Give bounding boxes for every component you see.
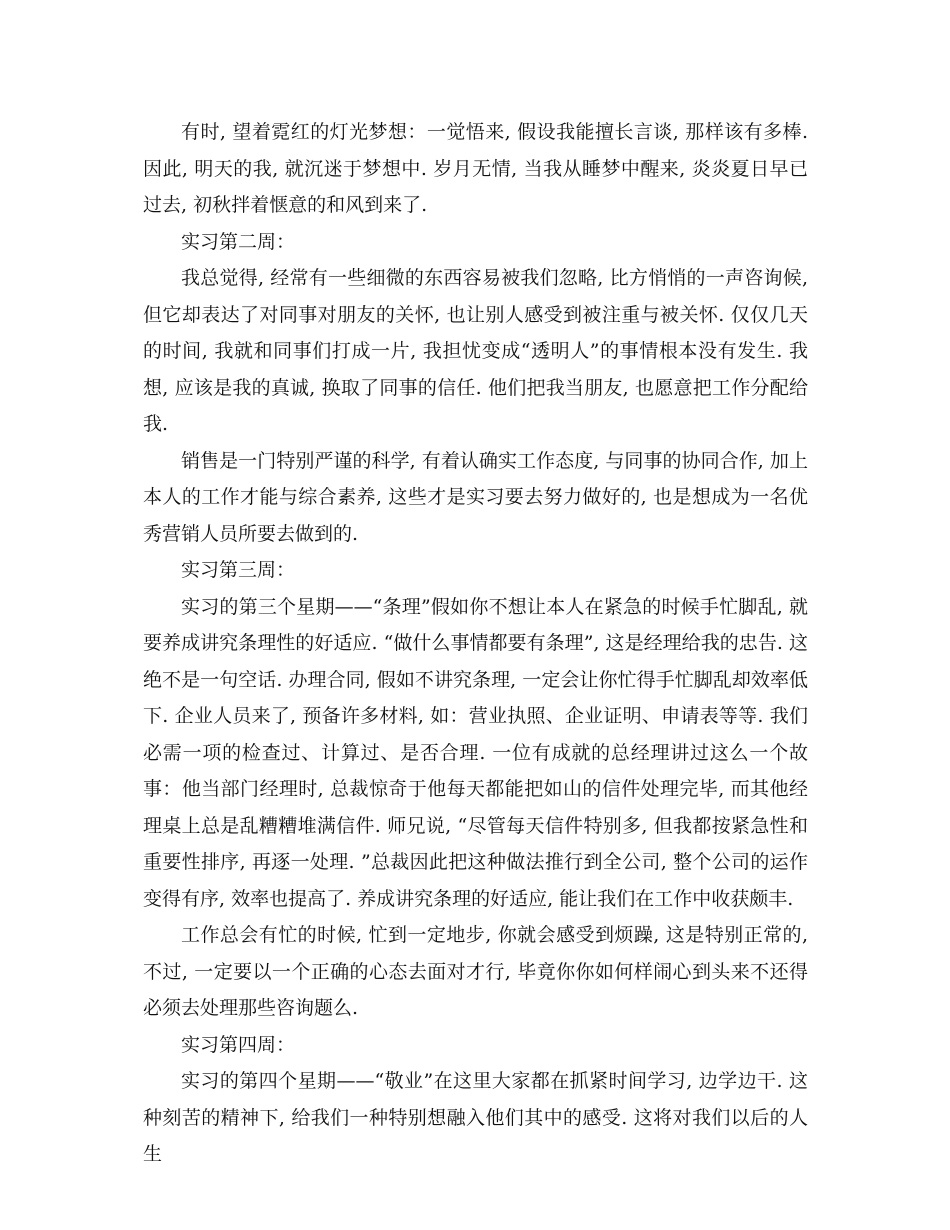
paragraph-colleagues: 我总觉得, 经常有一些细微的东西容易被我们忽略, 比方悄悄的一声咨询候, 但它却表达了对同事对朋友的关怀, 也让别人感受到被注重与被关怀. 仅仅几天的时间, 我就和同事们打成一片, 我担忧变成“透明人”的事情根本没有发生. 我想, 应该是我的真诚, 换取了同事的信任. 他们把我当朋友, 也愿意把工作分配给我.: [143, 267, 808, 435]
heading-week-4: 实习第四周：: [181, 1033, 296, 1056]
document-body: [143, 114, 808, 1173]
paragraph-busy-times: 工作总会有忙的时候, 忙到一定地步, 你就会感受到烦躁, 这是特别正常的, 不过, 一定要以一个正确的心态去面对才行, 毕竟你你如何样闹心到头来不还得必须去处理那些咨询题么.: [143, 924, 808, 1019]
paragraph-dedication: 实习的第四个星期——“敬业”在这里大家都在抓紧时间学习, 边学边干. 这种刻苦的精神下, 给我们一种特别想融入他们其中的感受. 这将对我们以后的人生: [143, 1070, 808, 1165]
heading-week-2: 实习第二周：: [181, 230, 296, 253]
paragraph-summer-dream: 有时, 望着霓红的灯光梦想：一觉悟来, 假设我能擅长言谈, 那样该有多棒. 因此, 明天的我, 就沉迷于梦想中. 岁月无情, 当我从睡梦中醒来, 炎炎夏日早已过去, 初秋拌着惬意的和风到来了.: [143, 121, 808, 216]
paragraph-orderliness: 实习的第三个星期——“条理”假如你不想让本人在紧急的时候手忙脚乱, 就要养成讲究条理性的好适应. “做什么事情都要有条理”, 这是经理给我的忠告. 这绝不是一句空话. 办理合同, 假如不讲究条理, 一定会让你忙得手忙脚乱却效率低下. 企业人员来了, 预备许多材料, 如：营业执照、企业证明、申请表等等. 我们必需一项的检查过、计算过、是否合理. 一位有成就的总经理讲过这么一个故事：他当部门经理时, 总裁惊奇于他每天都能把如山的信件处理完毕, 而其他经理桌上总是乱糟糟堆满信件. 师兄说, “尽管每天信件特别多, 但我都按紧急性和重要性排序, 再逐一处理. ”总裁因此把这种做法推行到全公司, 整个公司的运作变得有序, 效率也提高了. 养成讲究条理的好适应, 能让我们在工作中收获颇丰.: [143, 595, 808, 910]
heading-week-3: 实习第三周：: [181, 559, 296, 581]
paragraph-sales: 销售是一门特别严谨的科学, 有着认确实工作态度, 与同事的协同合作, 加上本人的工作才能与综合素养, 这些才是实习要去努力做好的, 也是想成为一名优秀营销人员所要去做到的.: [143, 449, 808, 545]
